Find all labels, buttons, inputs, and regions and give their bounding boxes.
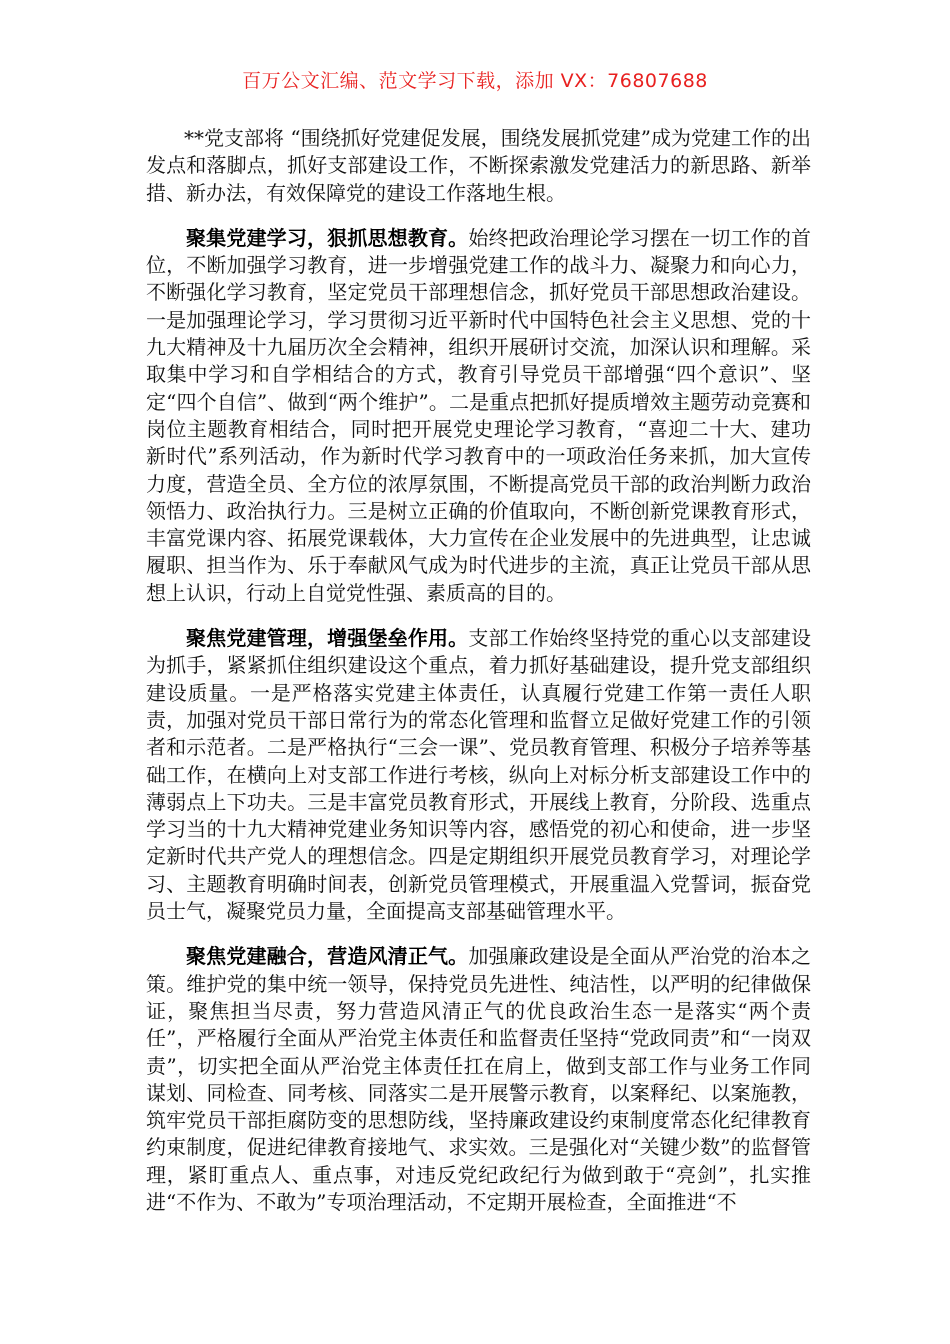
section-paragraph-learning <box>146 225 811 607</box>
paragraph-text: 始终把政治理论学习摆在一切工作的首位，不断加强学习教育，进一步增强党建工作的战斗力、凝聚力和向心力，不断强化学习教育，坚定党员干部理想信念，抓好党员干部思想政治建设。一是加强理论学习，学习贯彻习近平新时代中国特色社会主义思想、党的十九大精神及十九届历次全会精神，组织开展研讨交流，加深认识和理解。采取集中学习和自学相结合的方式，教育引导党员干部增强“四个意识”、坚定“四个自信”、做到“两个维护”。二是重点把抓好提质增效主题劳动竞赛和岗位主题教育相结合，同时把开展党史理论学习教育，“喜迎二十大、建功新时代”系列活动，作为新时代学习教育中的一项政治任务来抓，加大宣传力度，营造全员、全方位的浓厚氛围，不断提高党员干部的政治判断力政治领悟力、政治执行力。三是树立正确的价值取向，不断创新党课教育形式，丰富党课内容、拓展党课载体，大力宣传在企业发展中的先进典型，让忠诚履职、担当作为、乐于奉献风气成为时代进步的主流，真正让党员干部从思想上认识，行动上自觉党性强、素质高的目的。 <box>146 225 812 605</box>
document-body <box>146 125 811 1234</box>
section-paragraph-management <box>146 625 811 925</box>
paragraph-text: 加强廉政建设是全面从严治党的治本之策。维护党的集中统一领导，保持党员先进性、纯洁性，以严明的纪律做保证，聚焦担当尽责，努力营造风清正气的优良政治生态一是落实“两个责任”，严格履行全面从严治党主体责任和监督责任坚持“党政同责”和“一岗双责”，切实把全面从严治党主体责任扛在肩上，做到支部工作与业务工作同谋划、同检查、同考核、同落实二是开展警示教育，以案释纪、以案施教，筑牢党员干部拒腐防变的思想防线，坚持廉政建设约束制度常态化纪律教育约束制度，促进纪律教育接地气、求实效。三是强化对“关键少数”的监督管理，紧盯重点人、重点事，对违反党纪政纪行为做到敢于“亮剑”，扎实推进“不作为、不敢为”专项治理活动，不定期开展检查，全面推进“不 <box>146 944 812 1214</box>
section-heading: 聚集党建学习，狠抓思想教育。 <box>186 225 469 250</box>
intro-paragraph <box>146 125 811 207</box>
section-heading: 聚焦党建管理，增强堡垒作用。 <box>186 626 469 651</box>
paragraph-text: 支部工作始终坚持党的重心以支部建设为抓手，紧紧抓住组织建设这个重点，着力抓好基础建设，提升党支部组织建设质量。一是严格落实党建主体责任，认真履行党建工作第一责任人职责，加强对党员干部日常行为的常态化管理和监督立足做好党建工作的引领者和示范者。二是严格执行“三会一课”、党员教育管理、积极分子培养等基础工作，在横向上对支部工作进行考核，纵向上对标分析支部建设工作中的薄弱点上下功夫。三是丰富党员教育形式，开展线上教育，分阶段、选重点学习当的十九大精神党建业务知识等内容，感悟党的初心和使命，进一步坚定新时代共产党人的理想信念。四是定期组织开展党员教育学习，对理论学习、主题教育明确时间表，创新党员管理模式，开展重温入党誓词，振奋党员士气，凝聚党员力量，全面提高支部基础管理水平。 <box>146 626 812 924</box>
section-heading: 聚焦党建融合，营造风清正气。 <box>186 944 469 969</box>
paragraph-text: **党支部将 “围绕抓好党建促发展，围绕发展抓党建”成为党建工作的出发点和落脚点，抓好支部建设工作，不断探索激发党建活力的新思路、新举措、新办法，有效保障党的建设工作落地生根。 <box>146 126 811 205</box>
watermark-header: 百万公文汇编、范文学习下载，添加 VX：76807688 <box>242 70 708 92</box>
section-paragraph-integration <box>146 943 811 1216</box>
